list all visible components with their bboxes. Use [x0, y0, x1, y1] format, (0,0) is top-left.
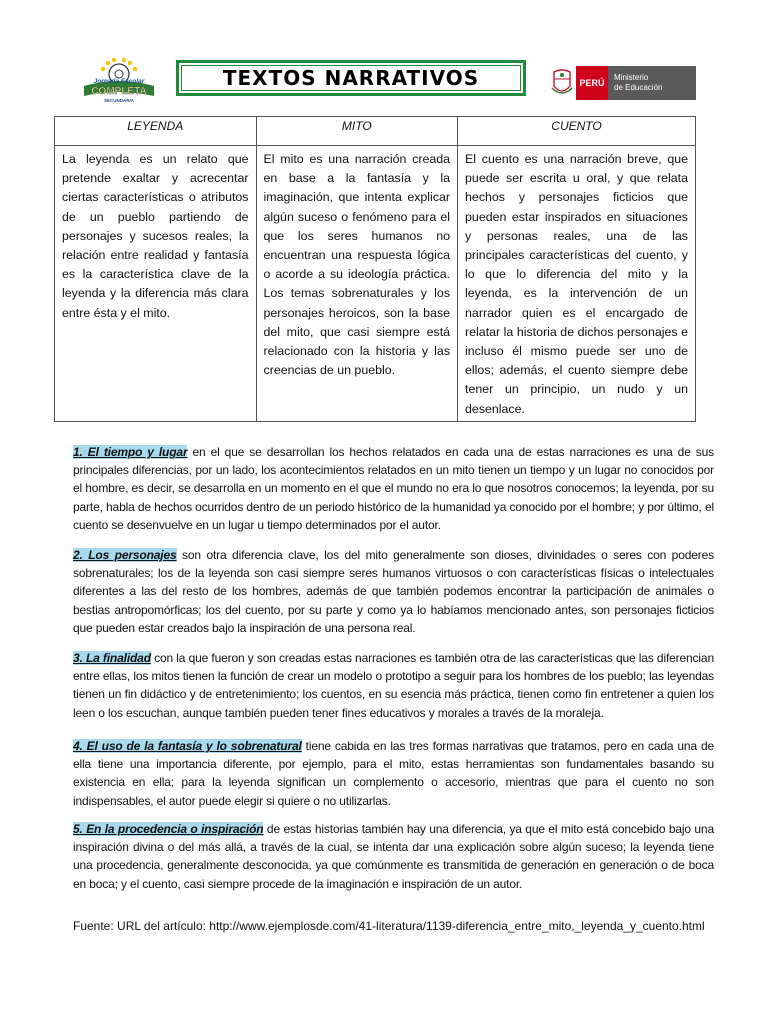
paragraph-heading: 2. Los personajes — [73, 548, 177, 562]
table-row — [55, 146, 696, 422]
cell-mito: El mito es una narración creada en base a la fantasía y la imaginación, que intenta explicar algún suceso o fenómeno para el que los seres humanos no encuentran una respuesta lógica o acorde a su ideología práctica. Los temas sobrenaturales y los personajes heroicos, son la base del mito, que casi siempre está relacionado con la historia y las creencias de un pueblo. — [256, 146, 458, 422]
paragraph-heading: 4. El uso de la fantasía y lo sobrenatural — [73, 739, 302, 753]
cell-cuento: El cuento es una narración breve, que puede ser escrita u oral, y que relata hechos y personajes ficticios que pueden estar inspirados en situaciones y personas reales, una de las principales características del cuento, y lo que lo diferencia del mito y la leyenda, es la intervención de un narrador quien es el encargado de relatar la historia de dichos personajes e incluso él mismo puede ser uno de ellos; además, el cuento siempre debe tener un principio, un nudo y un desenlace. — [458, 146, 696, 422]
ministry-logo — [550, 66, 696, 100]
page-title: TEXTOS NARRATIVOS — [222, 66, 480, 90]
logo-text-secundaria: SECUNDARIA — [103, 98, 135, 103]
jornada-escolar-completa-logo — [78, 56, 160, 106]
logo-text-jornada: Jornada Escolar — [93, 78, 145, 85]
paragraph-text: con la que fueron y son creadas estas narraciones es también otra de las características que las diferencian entre ellas, los mitos tienen la función de crear un modelo o prototipo a seguir para los hombres de los pueblo; las leyendas tienen un fin didáctico y de entretenimiento; los cuentos, en su esencia más práctica, tienen como fin entretener a quien los leen o los escuchan, aunque también pueden tener fines educativos y morales a través de la moraleja. — [73, 651, 714, 720]
ministry-label — [608, 66, 696, 100]
header-leyenda: LEYENDA — [55, 117, 257, 146]
paragraph-tiempo-lugar — [73, 443, 714, 534]
logo-text-completa: COMPLETA — [91, 86, 147, 97]
paragraph-fantasia — [73, 737, 714, 810]
source-citation: Fuente: URL del artículo: http://www.ejemplosde.com/41-literatura/1139-diferencia_entre_mito,_leyenda_y_cuento.html — [73, 919, 705, 933]
paragraph-text: tiene cabida en las tres formas narrativas que tratamos, pero en cada una de ella tiene una importancia diferente, por ejemplo, para el mito, estas herramientas son fundamentales basando su existencia en ella; para la leyenda significan un complemento o accesorio, mientras que para el cuento no son indispensables, el autor puede elegir si quiere o no utilizarlas. — [73, 739, 714, 808]
paragraph-procedencia — [73, 820, 714, 893]
paragraph-text: de estas historias también hay una diferencia, ya que el mito está concebido bajo una inspiración divina o del más allá, a través de la cual, se intenta dar una explicación sobre algún suceso; la leyenda tiene una procedencia, generalmente desconocida, ya que comúnmente es transmitida de generación en generación o de boca en boca; y el cuento, casi siempre procede de la imaginación e inspiración de un autor. — [73, 822, 714, 891]
cell-leyenda: La leyenda es un relato que pretende exaltar y acrecentar ciertas características o atributos de un pueblo partiendo de personajes y sucesos reales, la relación entre realidad y fantasía es la característica clave de la leyenda y la diferencia más clara entre ésta y el mito. — [55, 146, 257, 422]
paragraph-text: son otra diferencia clave, los del mito generalmente son dioses, divinidades o seres con poderes sobrenaturales; los de la leyenda son casi siempre seres humanos virtuosos o con características físicas o intelectuales diferentes a las del resto de los hombres, además de que también podemos encontrar la participación de animales o bestias antropomórficas; los del cuento, por su parte y como ya lo habíamos mencionado antes, son personajes ficticios que pueden estar creados bajo la inspiración de una persona real. — [73, 548, 714, 635]
header-mito: MITO — [256, 117, 458, 146]
table-header-row — [55, 117, 696, 146]
header-cuento: CUENTO — [458, 117, 696, 146]
ministry-line-1: Ministerio — [614, 73, 649, 82]
paragraph-heading: 1. El tiempo y lugar — [73, 445, 188, 459]
peru-label: PERÚ — [576, 66, 608, 100]
title-box — [176, 60, 526, 96]
comparison-table — [54, 116, 696, 422]
ministry-line-2: de Educación — [614, 83, 663, 92]
paragraph-text: en el que se desarrollan los hechos relatados en cada una de estas narraciones es una de sus principales diferencias, por un lado, los acontecimientos relatados en un mito tienen un tiempo y un lugar no conocidos por el hombre, es decir, se desarrolla en un momento en el que el mundo no era lo que nosotros conocemos; la leyenda, por su parte, habla de hechos ocurridos dentro de un periodo histórico de la humanidad ya conocido por el hombre; y por último, el cuento se desenvuelve en un lugar u tiempo determinados por el autor. — [73, 445, 714, 532]
paragraph-finalidad — [73, 649, 714, 722]
paragraph-heading: 5. En la procedencia o inspiración — [73, 822, 264, 836]
paragraph-heading: 3. La finalidad — [73, 651, 151, 665]
page-header — [72, 56, 696, 106]
peru-shield-icon — [550, 66, 574, 100]
paragraph-personajes — [73, 546, 714, 637]
